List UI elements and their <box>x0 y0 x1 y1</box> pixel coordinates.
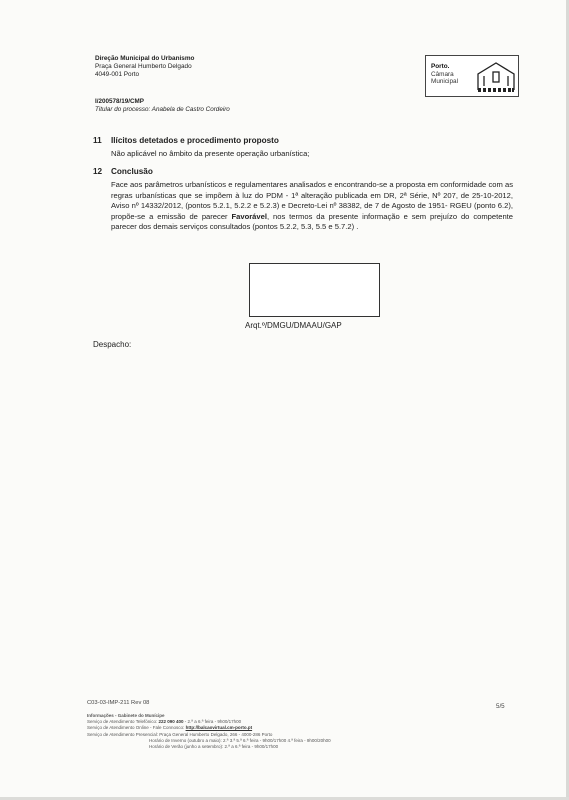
favorable-verdict: Favorável <box>231 211 267 221</box>
section-number: 11 <box>93 136 102 145</box>
logo-line-3: Municipal <box>431 78 458 86</box>
postal-address: 4049-001 Porto <box>95 71 140 78</box>
section-12-heading <box>93 167 153 176</box>
process-number: I/200578/19/CMP <box>95 98 145 105</box>
signature-box <box>249 263 380 317</box>
section-title: Ilícitos detetados e procedimento proposto <box>111 136 279 145</box>
phone-label: Serviço de Atendimento Telefónico: <box>87 719 158 725</box>
phone-number: 222 090 400 <box>158 719 184 725</box>
section-11-body: Não aplicável no âmbito da presente operação urbanística; <box>111 149 310 158</box>
document-code: C03-03-IMP-211 Rev 08 <box>87 700 150 706</box>
despacho-label: Despacho: <box>93 340 132 349</box>
summer-hours: Horário de Verão (junho a setembro): 2.ª a 6.ª feira - 9h00/17h00 <box>149 744 279 750</box>
signature-caption: Arqt.º/DMGU/DMAAU/GAP <box>245 321 342 330</box>
section-12-body <box>111 180 513 233</box>
footer-title: Informações - Gabinete do Munícipe <box>87 713 165 718</box>
process-reference <box>95 98 230 114</box>
city-hall-building-icon <box>476 60 516 94</box>
logo-line-2: Câmara <box>431 70 454 78</box>
department-name: Direção Municipal do Urbanismo <box>95 55 195 62</box>
section-title: Conclusão <box>111 167 153 176</box>
page-number: 5/5 <box>496 703 505 710</box>
footer-contacts <box>87 713 331 750</box>
section-number: 12 <box>93 167 103 176</box>
conclusion-text-start: Face aos parâmetros urbanísticos e regulamentares analisados e encontrando-se a proposta em conformidade com as regras urbanísticas que se impõem à luz do PDM - 1ª alteração publicada em DR, 2ª Série, Nº 207, de 25-10-2012, Aviso nº 14332/2012, (pontos 5.2.1, 5.2.2 e 5.2.3) e Decreto-Lei nº 38382, de 7 de Agosto de 1951- RGEU (ponto 6.2), propõe-se a emissão de parecer <box>111 180 513 221</box>
online-link[interactable]: http://balcaovirtual.cm-porto.pt <box>185 725 253 731</box>
winter-hours: Horário de Inverno (outubro a maio): 2.ª 3.ª 5.ª 6.ª feira - 9h00/17h00 4.ª feira - 9h00/20h00 <box>149 737 331 743</box>
conclusion-text-end: , nos termos da presente informação e sem prejuízo do competente parecer dos demais serviços consultados (pontos 5.2.2, 5.3, 5.5 e 5.7.2) . <box>111 211 514 231</box>
porto-city-logo <box>425 55 519 97</box>
street-address: Praça General Humberto Delgado <box>95 63 192 70</box>
letterhead-address <box>95 55 194 79</box>
presencial-service: Serviço de Atendimento Presencial: Praça General Humberto Delgado, 266 - 4000-286 Porto <box>87 731 273 737</box>
online-label: Serviço de Atendimento Online - Fale Connosco: <box>87 725 185 731</box>
section-11-heading <box>93 136 279 145</box>
logo-line-1: Porto. <box>431 63 450 70</box>
phone-hours: - 2.ª a 6.ª feira - 9h00/17h00 <box>184 719 242 725</box>
process-holder: Titular do processo: Anabela de Castro Cordeiro <box>95 106 230 113</box>
